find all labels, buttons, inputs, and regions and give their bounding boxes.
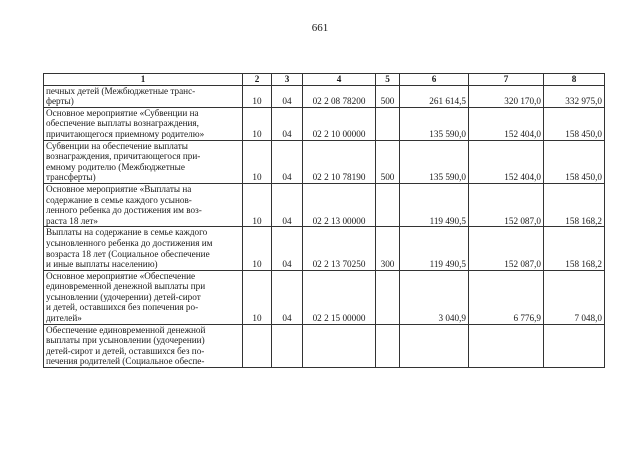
target-article-code: 02 2 13 70250 — [303, 227, 376, 270]
description-line: Субвенции на обеспечение выплаты — [46, 140, 188, 151]
row-description — [44, 227, 243, 270]
header-cell: 2 — [243, 74, 272, 86]
expense-type-code — [376, 107, 400, 140]
row-description — [44, 85, 243, 107]
row-description — [44, 270, 243, 324]
description-line: выплаты при усыновлении (удочерении) — [46, 335, 205, 346]
amount-col7 — [469, 324, 544, 367]
amount-col6 — [400, 324, 469, 367]
amount-col6: 119 490,5 — [400, 183, 469, 226]
table-row — [44, 107, 605, 140]
row-description — [44, 140, 243, 183]
section-code — [243, 324, 272, 367]
amount-col7: 152 404,0 — [469, 107, 544, 140]
amount-col6: 3 040,9 — [400, 270, 469, 324]
header-cell: 1 — [44, 74, 243, 86]
description-line: усыновлении (удочерении) детей-сирот — [46, 291, 201, 302]
target-article-code: 02 2 08 78200 — [303, 85, 376, 107]
expense-type-code: 500 — [376, 85, 400, 107]
amount-col7: 152 087,0 — [469, 227, 544, 270]
subsection-code: 04 — [272, 107, 303, 140]
header-cell: 8 — [544, 74, 605, 86]
description-line: раста 18 лет» — [46, 215, 99, 226]
section-code: 10 — [243, 183, 272, 226]
description-line: содержание в семье каждого усынов- — [46, 194, 192, 205]
row-description — [44, 107, 243, 140]
amount-col8: 158 450,0 — [544, 107, 605, 140]
target-article-code: 02 2 10 00000 — [303, 107, 376, 140]
target-article-code — [303, 324, 376, 367]
amount-col8 — [544, 324, 605, 367]
target-article-code: 02 2 13 00000 — [303, 183, 376, 226]
subsection-code — [272, 324, 303, 367]
subsection-code: 04 — [272, 270, 303, 324]
target-article-code: 02 2 15 00000 — [303, 270, 376, 324]
expense-type-code — [376, 270, 400, 324]
section-code: 10 — [243, 107, 272, 140]
amount-col6: 135 590,0 — [400, 107, 469, 140]
description-line: и детей, оставшихся без попечения ро- — [46, 302, 199, 313]
amount-col6: 119 490,5 — [400, 227, 469, 270]
subsection-code: 04 — [272, 183, 303, 226]
amount-col8: 158 450,0 — [544, 140, 605, 183]
section-code: 10 — [243, 270, 272, 324]
description-line: ленного ребенка до достижения им воз- — [46, 205, 202, 216]
section-code: 10 — [243, 227, 272, 270]
description-line: детей-сирот и детей, оставшихся без по- — [46, 345, 205, 356]
description-line: дителей» — [46, 313, 82, 324]
table-row — [44, 270, 605, 324]
amount-col8: 332 975,0 — [544, 85, 605, 107]
header-cell: 5 — [376, 74, 400, 86]
description-line: печных детей (Межбюджетные транс- — [46, 85, 196, 96]
subsection-code: 04 — [272, 227, 303, 270]
description-line: единовременной денежной выплаты при — [46, 281, 206, 292]
description-line: причитающегося приемному родителю» — [46, 128, 205, 139]
table-row — [44, 324, 605, 367]
amount-col7: 152 087,0 — [469, 183, 544, 226]
header-cell: 3 — [272, 74, 303, 86]
description-line: Основное мероприятие «Выплаты на — [46, 183, 192, 194]
amount-col7: 6 776,9 — [469, 270, 544, 324]
subsection-code: 04 — [272, 85, 303, 107]
description-line: обеспечение выплаты вознаграждения, — [46, 118, 199, 129]
row-description — [44, 183, 243, 226]
target-article-code: 02 2 10 78190 — [303, 140, 376, 183]
description-line: печения родителей (Социальное обеспе- — [46, 356, 205, 367]
budget-table — [43, 73, 605, 368]
amount-col6: 261 614,5 — [400, 85, 469, 107]
description-line: Основное мероприятие «Субвенции на — [46, 107, 199, 118]
table-row — [44, 85, 605, 107]
description-line: Выплаты на содержание в семье каждого — [46, 227, 208, 238]
amount-col7: 152 404,0 — [469, 140, 544, 183]
expense-type-code — [376, 324, 400, 367]
amount-col6: 135 590,0 — [400, 140, 469, 183]
description-line: трансферты) — [46, 172, 96, 183]
amount-col8: 158 168,2 — [544, 227, 605, 270]
amount-col8: 7 048,0 — [544, 270, 605, 324]
amount-col7: 320 170,0 — [469, 85, 544, 107]
description-line: Основное мероприятие «Обеспечение — [46, 270, 196, 281]
subsection-code: 04 — [272, 140, 303, 183]
description-line: Обеспечение единовременной денежной — [46, 324, 206, 335]
section-code: 10 — [243, 85, 272, 107]
section-code: 10 — [243, 140, 272, 183]
page-number: 661 — [311, 22, 329, 34]
expense-type-code: 300 — [376, 227, 400, 270]
expense-type-code — [376, 183, 400, 226]
description-line: возраста 18 лет (Социальное обеспечение — [46, 248, 210, 259]
expense-type-code: 500 — [376, 140, 400, 183]
description-line: и иные выплаты населению) — [46, 259, 158, 270]
description-line: ферты) — [46, 96, 74, 107]
table-row — [44, 140, 605, 183]
header-cell: 4 — [303, 74, 376, 86]
table-row — [44, 183, 605, 226]
header-cell: 7 — [469, 74, 544, 86]
header-cell: 6 — [400, 74, 469, 86]
table-header-row — [44, 74, 605, 86]
table-row — [44, 227, 605, 270]
description-line: усыновленного ребенка до достижения им — [46, 237, 213, 248]
description-line: емному родителю (Межбюджетные — [46, 161, 185, 172]
amount-col8: 158 168,2 — [544, 183, 605, 226]
row-description — [44, 324, 243, 367]
description-line: вознаграждения, причитающегося при- — [46, 151, 201, 162]
